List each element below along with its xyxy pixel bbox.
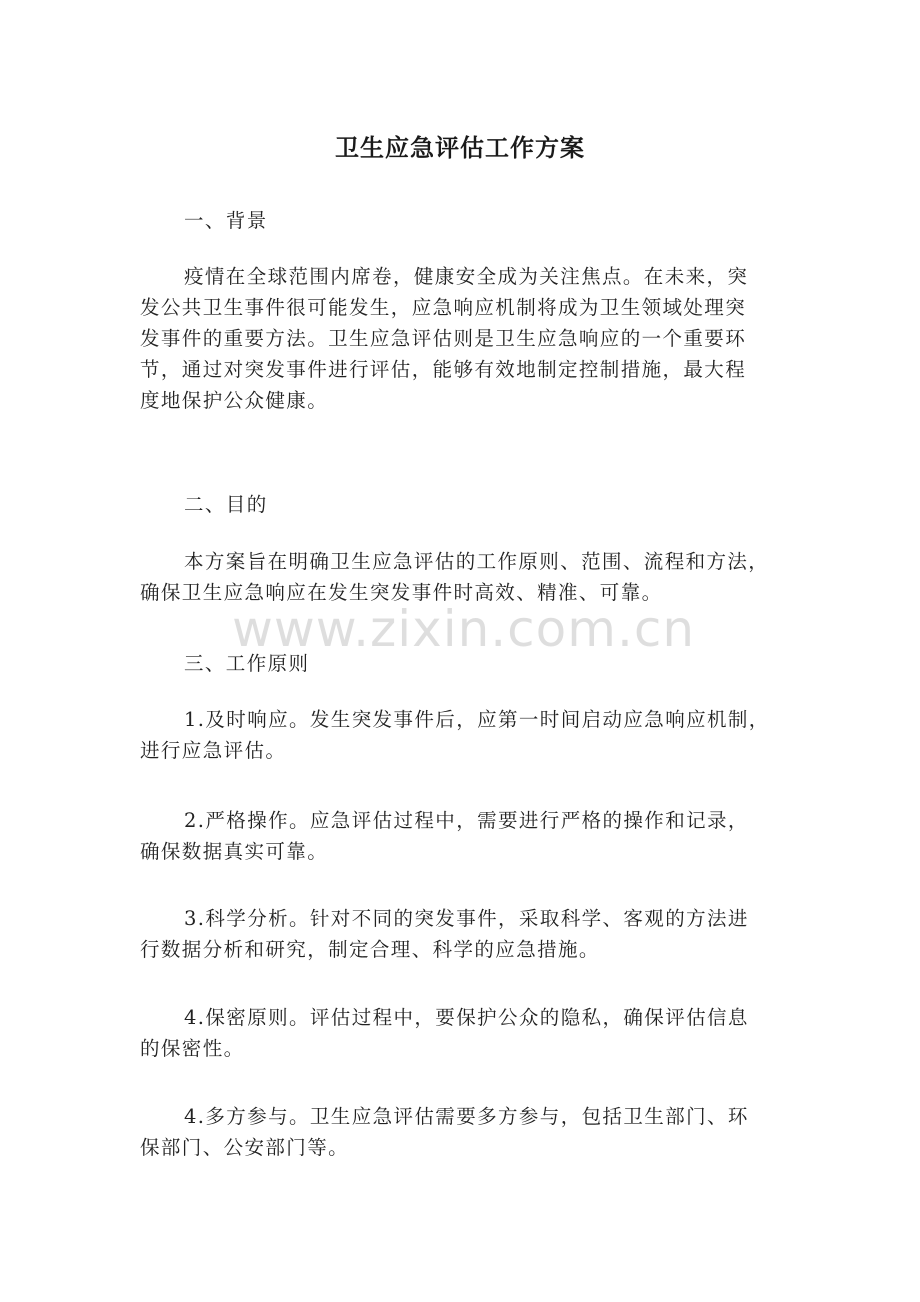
paragraph-line: 3.科学分析。针对不同的突发事件，采取科学、客观的方法进: [184, 907, 749, 930]
paragraph-line: 行数据分析和研究，制定合理、科学的应急措施。: [140, 938, 600, 961]
paragraph-line: 2.严格操作。应急评估过程中，需要进行严格的操作和记录，: [184, 809, 749, 832]
document-title: 卫生应急评估工作方案: [335, 134, 585, 162]
section-heading-purpose: [140, 489, 790, 520]
paragraph-line: 4.多方参与。卫生应急评估需要多方参与，包括卫生部门、环: [184, 1105, 749, 1128]
paragraph-line: 4.保密原则。评估过程中，要保护公众的隐私，确保评估信息: [184, 1006, 749, 1029]
paragraph-line: 疫情在全球范围内席卷，健康安全成为关注焦点。在未来，突: [184, 265, 749, 288]
paragraph-line: 进行应急评估。: [140, 739, 287, 762]
paragraph-line: 确保卫生应急响应在发生突发事件时高效、精准、可靠。: [140, 581, 663, 604]
paragraph-line: 发事件的重要方法。卫生应急评估则是卫生应急响应的一个重要环: [140, 327, 747, 350]
paragraph-line: 发公共卫生事件很可能发生，应急响应机制将成为卫生领域处理突: [140, 296, 747, 319]
watermark: www.zixin.com.cn: [232, 600, 696, 658]
paragraph-purpose: [140, 546, 790, 608]
paragraph-line: 本方案旨在明确卫生应急评估的工作原则、范围、流程和方法，: [184, 550, 770, 573]
heading-text: 三、工作原则: [184, 652, 310, 675]
principle-item-3: [140, 903, 790, 965]
paragraph-line: 保部门、公安部门等。: [140, 1136, 350, 1159]
paragraph-line: 的保密性。: [140, 1037, 245, 1060]
paragraph-line: 确保数据真实可靠。: [140, 840, 329, 863]
principle-item-4: [140, 1002, 790, 1064]
paragraph-background: [140, 261, 790, 416]
heading-text: 二、目的: [184, 493, 268, 516]
heading-text: 一、背景: [184, 209, 268, 232]
principle-item-5: [140, 1101, 790, 1163]
section-heading-background: [140, 205, 790, 236]
principle-item-1: [140, 704, 790, 766]
paragraph-line: 1.及时响应。发生突发事件后，应第一时间启动应急响应机制，: [184, 708, 770, 731]
paragraph-line: 节，通过对突发事件进行评估，能够有效地制定控制措施，最大程: [140, 358, 747, 381]
principle-item-2: [140, 805, 790, 867]
paragraph-line: 度地保护公众健康。: [140, 389, 329, 412]
section-heading-principles: [140, 648, 790, 679]
